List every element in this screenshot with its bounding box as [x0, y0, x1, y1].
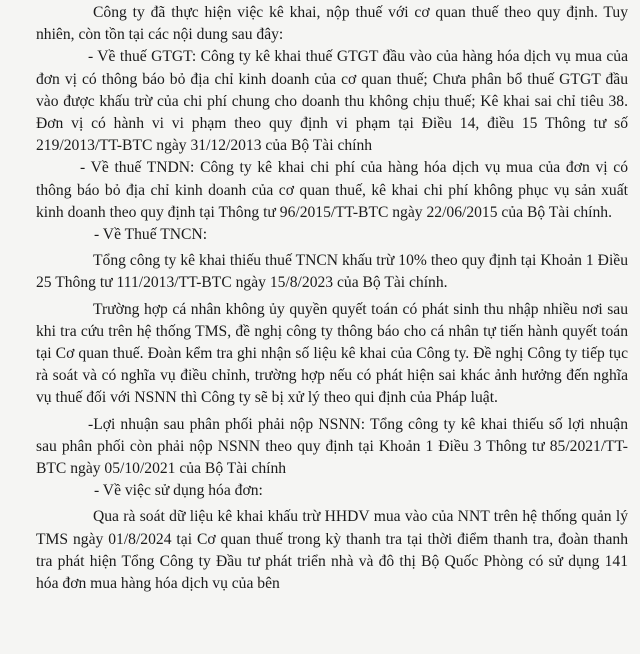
- paragraph-cit: - Về thuế TNDN: Công ty kê khai chi phí của hàng hóa dịch vụ mua của đơn vị có thông báo bỏ địa chỉ kinh doanh của cơ quan thuế, kê khai chi phí không phục vụ sản xuất kinh doanh theo quy định tại Thông tư 96/2015/TT-BTC ngày 22/06/2015 của Bộ Tài chính.: [36, 159, 628, 221]
- paragraph-invoice-detail: Qua rà soát dữ liệu kê khai khấu trừ HHDV mua vào của NNT trên hệ thống quản lý TMS ngày 01/8/2024 tại Cơ quan thuế trong kỳ thanh tra tại thời điểm thanh tra, đoàn thanh tra phát hiện Tổng Công ty Đầu tư phát triển nhà và đô thị Bộ Quốc Phòng có sử dụng 141 hóa đơn mua hàng hóa dịch vụ của bên: [36, 508, 628, 593]
- paragraph-pit-heading: - Về Thuế TNCN:: [94, 226, 208, 244]
- paragraph-tms-note: Trường hợp cá nhân không ủy quyền quyết toán có phát sinh thu nhập nhiều nơi sau khi tra cứu trên hệ thống TMS, đề nghị công ty thông báo cho cá nhân tự tiến hành quyết toán tại Cơ quan thuế. Đoàn kểm tra ghi nhận số liệu kê khai của Công ty. Đề nghị Công ty tiếp tục rà soát và có nghĩa vụ điều chỉnh, trường hợp nếu có phát hiện sai khác ảnh hưởng đến nghĩa vụ thuế đối với NSNN thì Công ty sẽ bị xử lý theo qui định của Pháp luật.: [36, 300, 628, 407]
- document-body: [36, 2, 628, 595]
- paragraph-pit-detail: Tổng công ty kê khai thiếu thuế TNCN khấu trừ 10% theo quy định tại Khoản 1 Điều 25 Thông tư 111/2013/TT-BTC ngày 15/8/2023 của Bộ Tài chính.: [36, 252, 628, 292]
- paragraph-profit: -Lợi nhuận sau phân phối phải nộp NSNN: Tổng công ty kê khai thiếu số lợi nhuận sau phân phối còn phải nộp NSNN theo quy định tại Khoản 1 Điều 3 Thông tư 85/2021/TT-BTC ngày 05/10/2021 của Bộ Tài chính: [36, 415, 628, 478]
- paragraph-invoice-heading: - Về việc sử dụng hóa đơn:: [94, 482, 263, 500]
- paragraph-vat: - Về thuế GTGT: Công ty kê khai thuế GTGT đầu vào của hàng hóa dịch vụ mua của đơn vị có thông báo bỏ địa chỉ kinh doanh của cơ quan thuế; Chưa phân bổ thuế GTGT đầu vào được khấu trừ của chi phí chung cho doanh thu không chịu thuế; Kê khai sai chỉ tiêu 38. Đơn vị có hành vi vi phạm theo quy định vi phạm tại Điều 14, điều 15 Thông tư số 219/2013/TT-BTC ngày 31/12/2013 của Bộ Tài chính: [36, 48, 628, 155]
- paragraph-intro: Công ty đã thực hiện việc kê khai, nộp thuế với cơ quan thuế theo quy định. Tuy nhiên, còn tồn tại các nội dung sau đây:: [36, 4, 628, 44]
